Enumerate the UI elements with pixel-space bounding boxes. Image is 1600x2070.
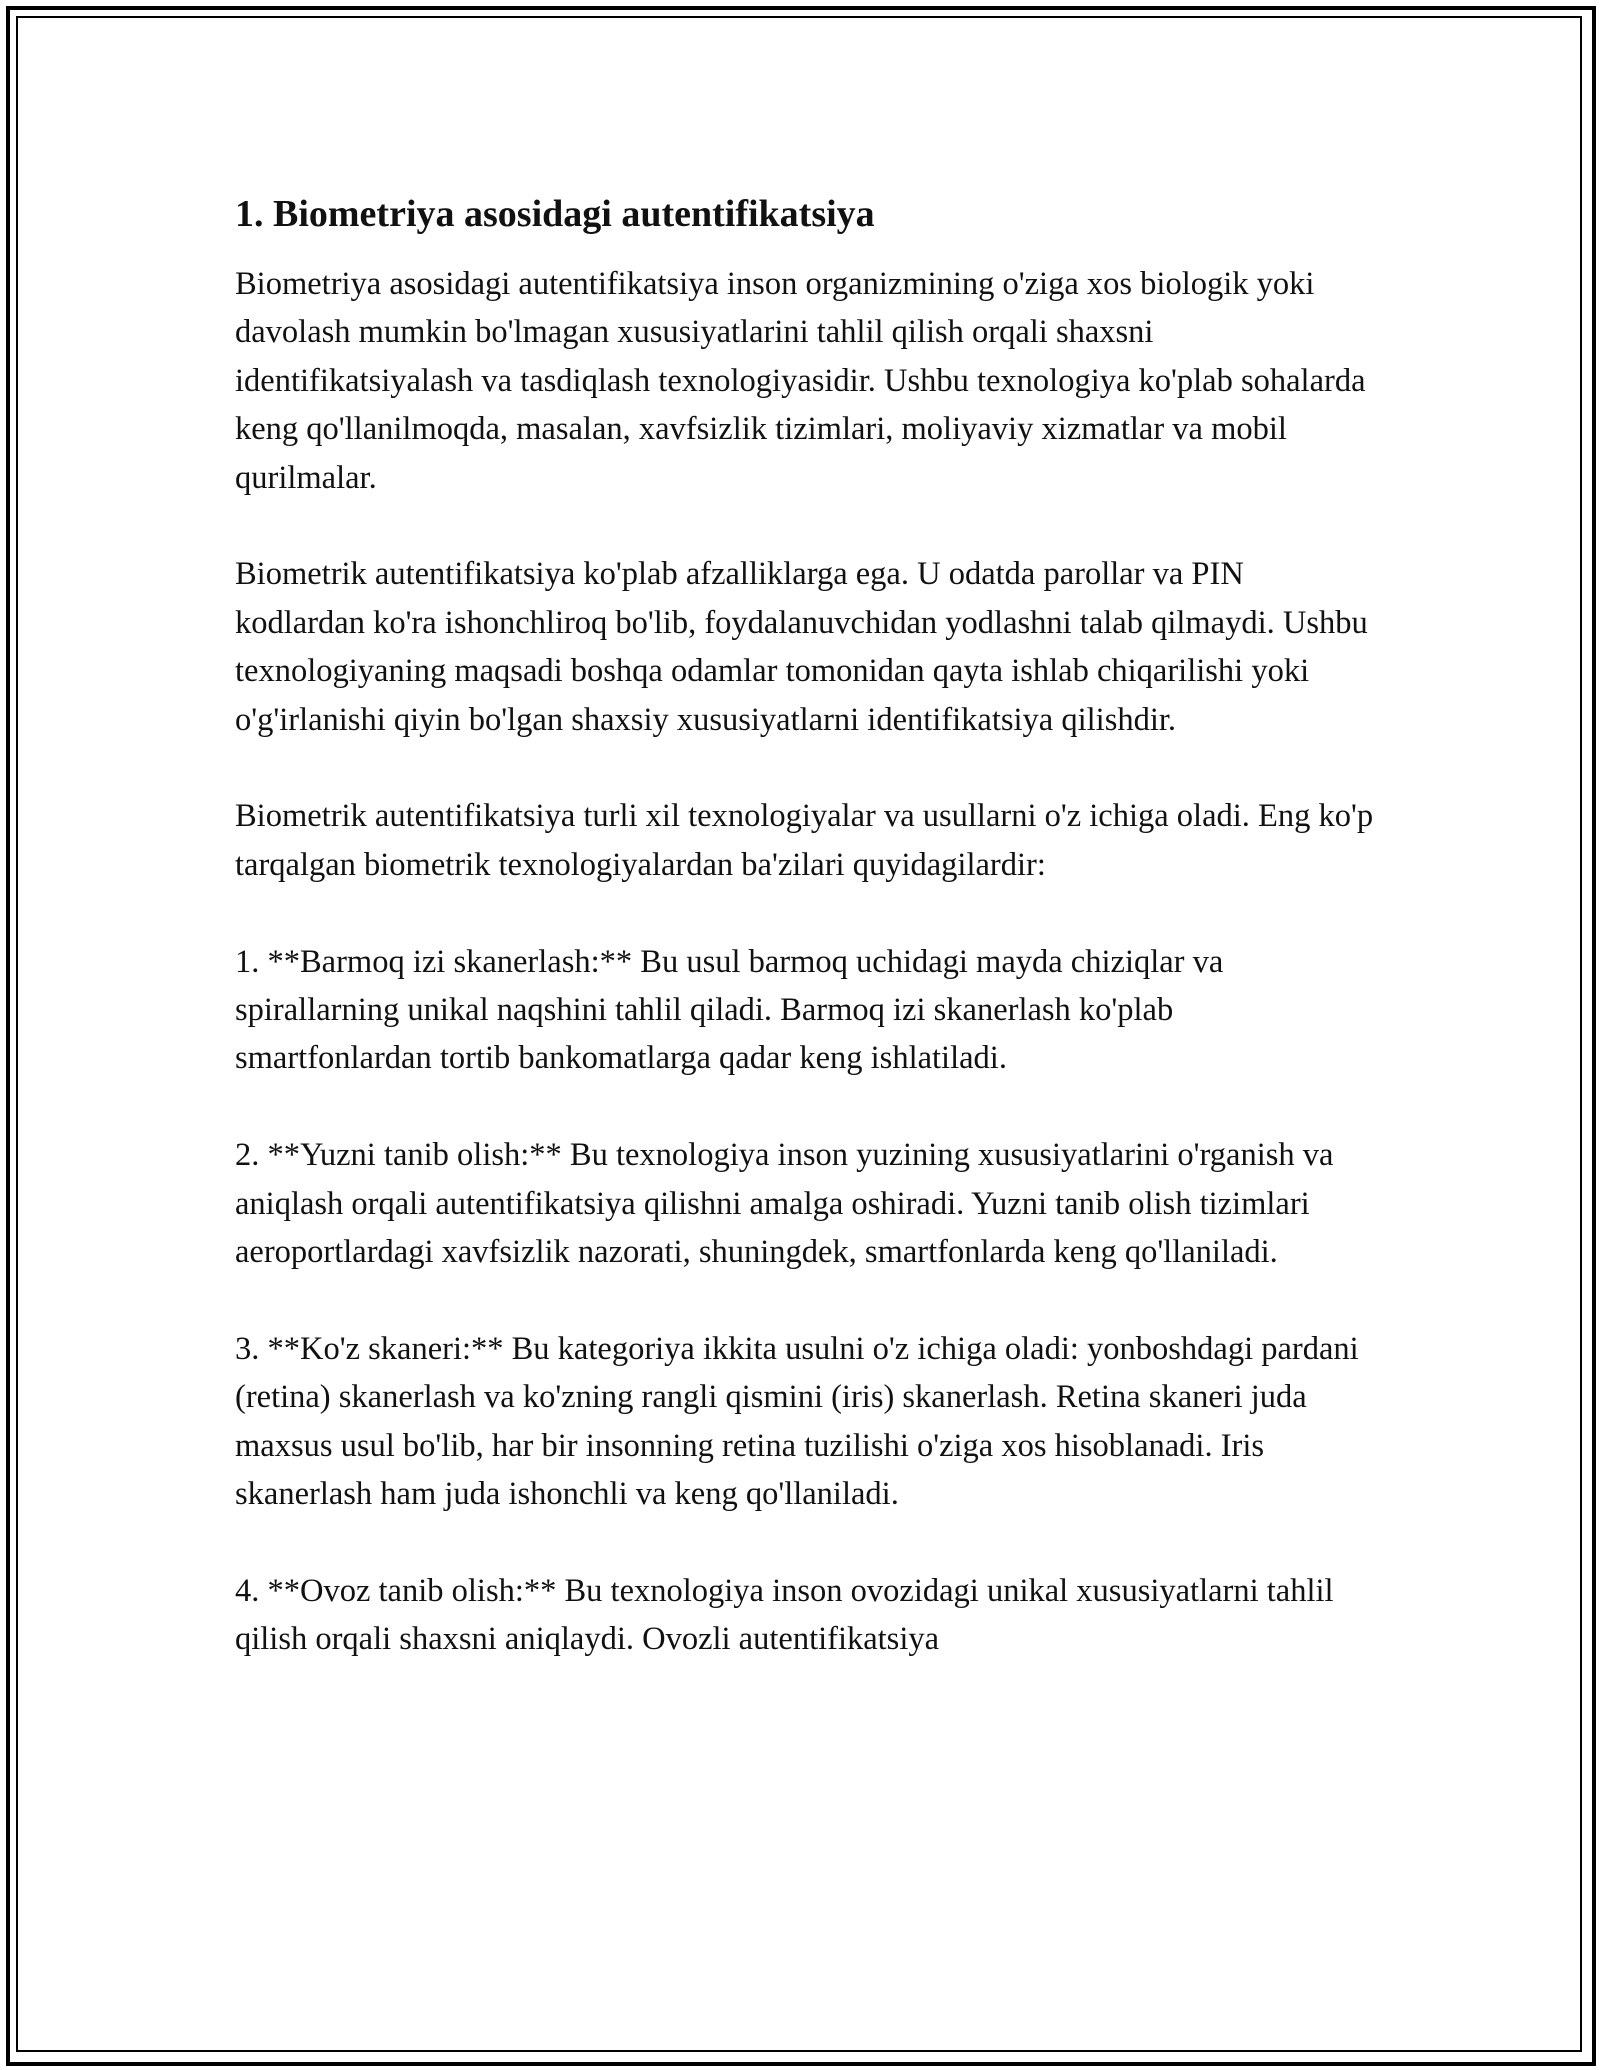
- paragraph-advantages: Biometrik autentifikatsiya ko'plab afzalliklarga ega. U odatda parollar va PIN kodlardan ko'ra ishonchliroq bo'lib, foydalanuvchidan yodlashni talab qilmaydi. Ushbu texnologiyaning maqsadi boshqa odamlar tomonidan qayta ishlab chiqarilishi yoki o'g'irlanishi qiyin bo'lgan shaxsiy xususiyatlarni identifikatsiya qilishdir.: [235, 556, 1368, 738]
- document-body: [235, 190, 1375, 1664]
- list-item-fingerprint: 1. **Barmoq izi skanerlash:** Bu usul barmoq uchidagi mayda chiziqlar va spirallarning unikal naqshini tahlil qiladi. Barmoq izi skanerlash ko'plab smartfonlardan tortib bankomatlarga qadar keng ishlatiladi.: [235, 943, 1224, 1077]
- paragraph-intro: Biometriya asosidagi autentifikatsiya inson organizmining o'ziga xos biologik yoki davolash mumkin bo'lmagan xususiyatlarini tahlil qilish orqali shaxsni identifikatsiyalash va tasdiqlash texnologiyasidir. Ushbu texnologiya ko'plab sohalarda keng qo'llanilmoqda, masalan, xavfsizlik tizimlari, moliyaviy xizmatlar va mobil qurilmalar.: [235, 266, 1366, 496]
- section-heading: 1. Biometriya asosidagi autentifikatsiya: [235, 193, 875, 235]
- list-item-voice-recognition: 4. **Ovoz tanib olish:** Bu texnologiya inson ovozidagi unikal xususiyatlarni tahlil qilish orqali shaxsni aniqlaydi. Ovozli autentifikatsiya: [235, 1572, 1334, 1658]
- list-item-face-recognition: 2. **Yuzni tanib olish:** Bu texnologiya inson yuzining xususiyatlarini o'rganish va aniqlash orqali autentifikatsiya qilishni amalga oshiradi. Yuzni tanib olish tizimlari aeroportlardagi xavfsizlik nazorati, shuningdek, smartfonlarda keng qo'llaniladi.: [235, 1137, 1334, 1271]
- paragraph-technologies: Biometrik autentifikatsiya turli xil texnologiyalar va usullarni o'z ichiga oladi. Eng ko'p tarqalgan biometrik texnologiyalardan ba'zilari quyidagilardir:: [235, 798, 1374, 883]
- list-item-eye-scanner: 3. **Ko'z skaneri:** Bu kategoriya ikkita usulni o'z ichiga oladi: yonboshdagi pardani (retina) skanerlash va ko'zning rangli qismini (iris) skanerlash. Retina skaneri juda maxsus usul bo'lib, har bir insonning retina tuzilishi o'ziga xos hisoblanadi. Iris skanerlash ham juda ishonchli va keng qo'llaniladi.: [235, 1330, 1359, 1513]
